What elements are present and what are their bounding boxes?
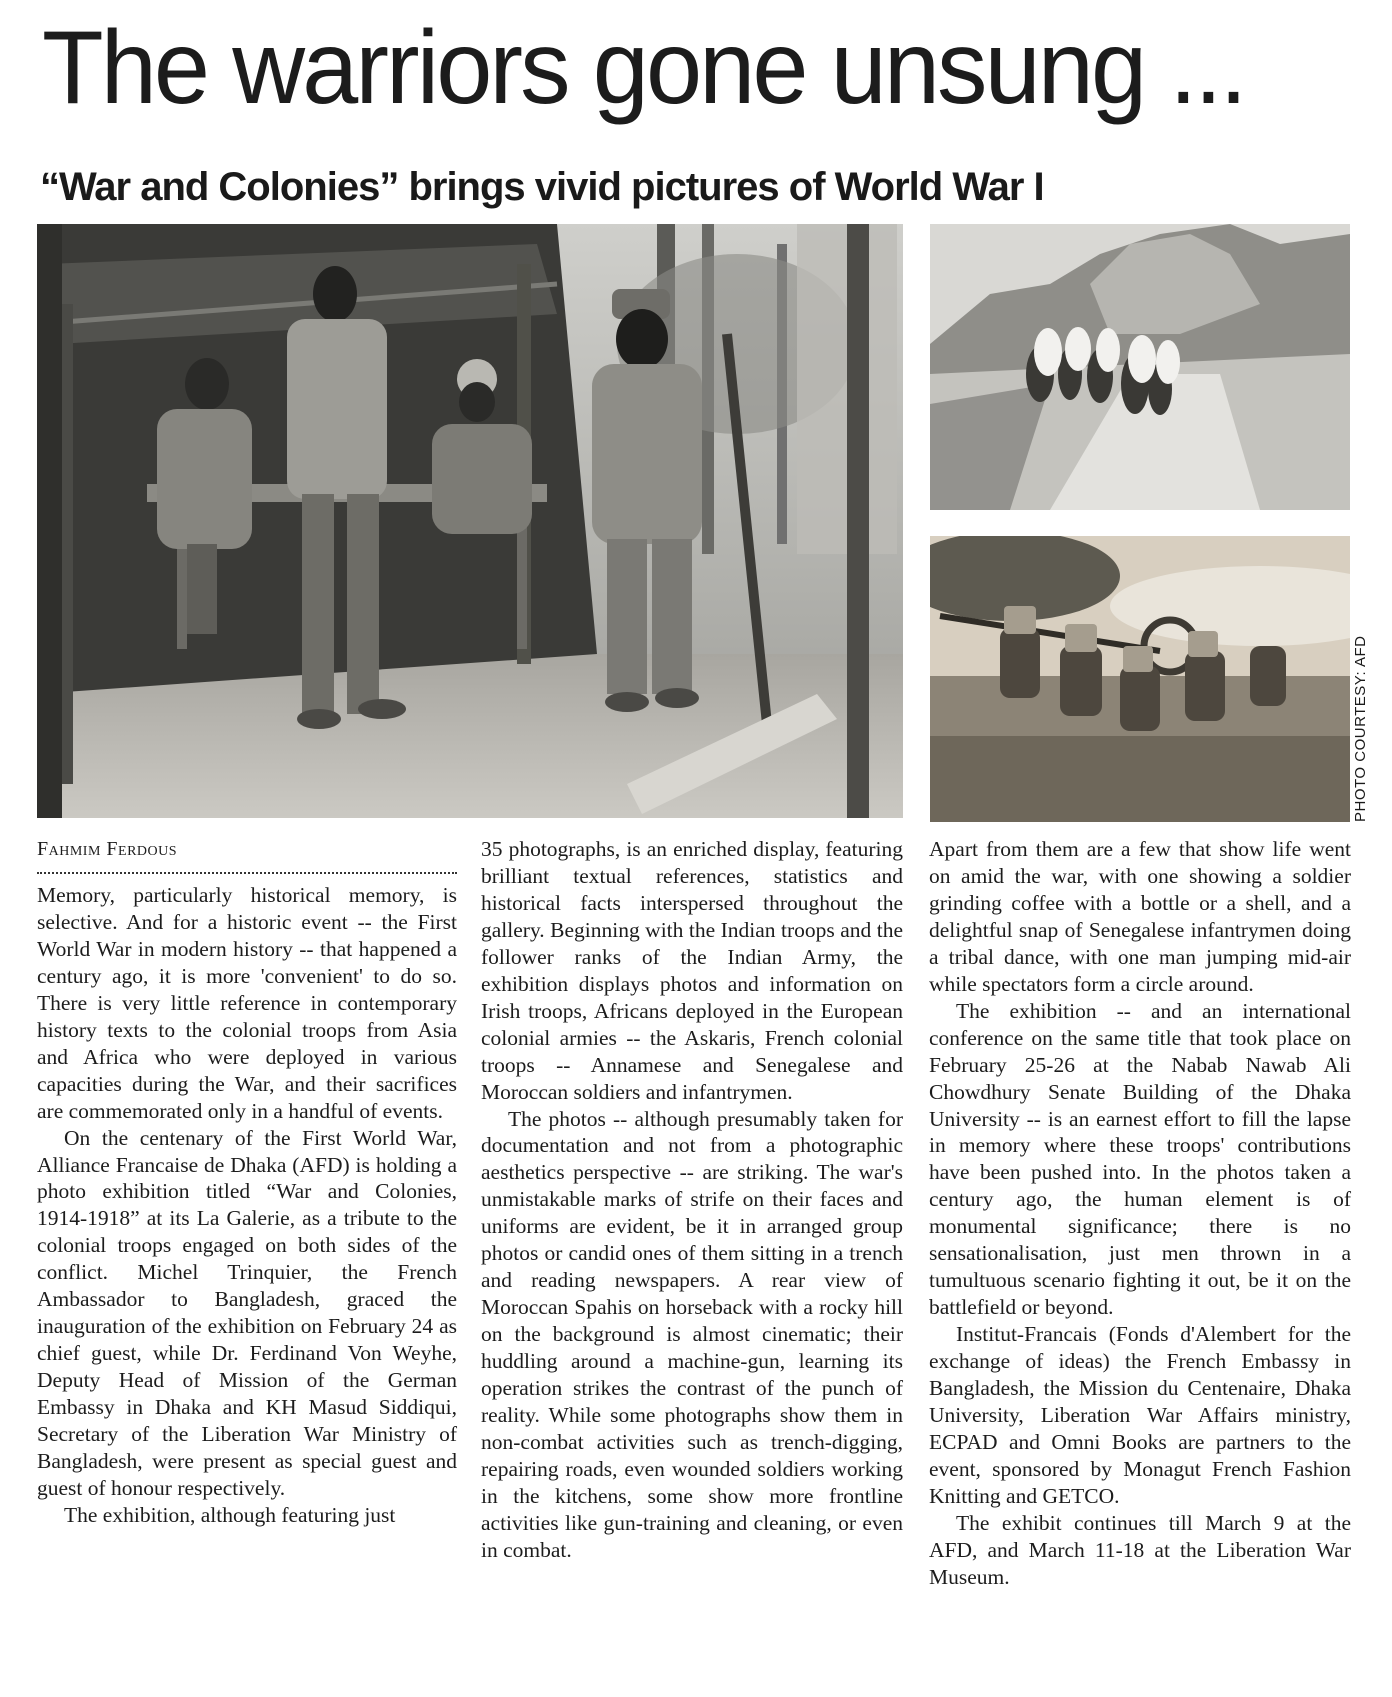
- subheadline: “War and Colonies” brings vivid pictures of World War I: [40, 165, 1044, 209]
- paragraph: The exhibition -- and an international conference on the same title that took place on February 25-26 at the Nabab Nawab Ali Chowdhury Senate Building of the Dhaka University -- is an earnest effort to fill the lapse in memory where these troops' contributions have been pushed into. In the photos taken a century ago, the human element is of monumental significance; there is no sensationalisation, just men thrown in a tumultuous scenario fighting it out, be it on the battlefield or beyond.: [929, 998, 1351, 1320]
- photo-credit: PHOTO COURTESY: AFD: [1352, 635, 1369, 822]
- article-column-3: [929, 836, 1351, 1591]
- paragraph: On the centenary of the First World War, Alliance Francaise de Dhaka (AFD) is holding a photo exhibition titled “War and Colonies, 1914-1918” at its La Galerie, as a tribute to the colonial troops engaged on both sides of the conflict. Michel Trinquier, the French Ambassador to Bangladesh, graced the inauguration of the exhibition on February 24 as chief guest, while Dr. Ferdinand Von Weyhe, Deputy Head of Mission of the German Embassy in Dhaka and KH Masud Siddiqui, Secretary of the Liberation War Ministry of Bangladesh, were present as special guest and guest of honour respectively.: [37, 1125, 457, 1500]
- paragraph: The exhibit continues till March 9 at the AFD, and March 11-18 at the Liberation War Museum.: [929, 1510, 1351, 1589]
- headline: The warriors gone unsung ...: [42, 10, 1245, 126]
- photo-soldiers-in-shelter: [37, 224, 903, 818]
- paragraph: The photos -- although presumably taken for documentation and not from a photographic aesthetics perspective -- are striking. The war's unmistakable marks of strife on their faces and uniforms are evident, be it in arranged group photos or candid ones of them sitting in a trench and reading newspapers. A rear view of Moroccan Spahis on horseback with a rocky hill on the background is almost cinematic; their huddling around a machine-gun, learning its operation strikes the contrast of the punch of reality. While some photographs show them in non-combat activities such as trench-digging, repairing roads, even wounded soldiers working in the kitchens, some show more frontline activities like gun-training and cleaning, or even in combat.: [481, 1106, 903, 1562]
- photo-spahis-on-horseback: [930, 224, 1350, 510]
- photo-machinegun-illustration: [930, 536, 1350, 822]
- paragraph: 35 photographs, is an enriched display, featuring brilliant textual references, statistics and historical facts interspersed throughout the gallery. Beginning with the Indian troops and the follower ranks of the Indian Army, the exhibition displays photos and information on Irish troops, Africans deployed in the European colonial armies -- the Askaris, French colonial troops -- Annamese and Senegalese and Moroccan soldiers and infantrymen.: [481, 837, 903, 1104]
- article-column-1: [37, 836, 457, 1529]
- paragraph: Memory, particularly historical memory, is selective. And for a historic event -- the First World War in modern history -- that happened a century ago, it is more 'convenient' to do so. There is very little reference in contemporary history texts to the colonial troops from Asia and Africa who were deployed in various capacities during the War, and their sacrifices are commemorated only in a handful of events.: [37, 883, 457, 1123]
- photo-soldiers-illustration: [37, 224, 903, 818]
- paragraph: Apart from them are a few that show life went on amid the war, with one showing a soldier grinding coffee with a bottle or a shell, and a delightful snap of Senegalese infantrymen doing a tribal dance, with one man jumping mid-air while spectators form a circle around.: [929, 837, 1351, 996]
- article-column-2: [481, 836, 903, 1564]
- photo-machine-gun-training: [930, 536, 1350, 822]
- paragraph: Institut-Francais (Fonds d'Alembert for the exchange of ideas) the French Embassy in Bangladesh, the Mission du Centenaire, Dhaka University, Liberation War Affairs ministry, ECPAD and Omni Books are partners to the event, sponsored by Monagut French Fashion Knitting and GETCO.: [929, 1322, 1351, 1508]
- photo-cavalry-illustration: [930, 224, 1350, 510]
- byline: Fahmim Ferdous: [37, 836, 457, 874]
- paragraph: The exhibition, although featuring just: [64, 1502, 396, 1527]
